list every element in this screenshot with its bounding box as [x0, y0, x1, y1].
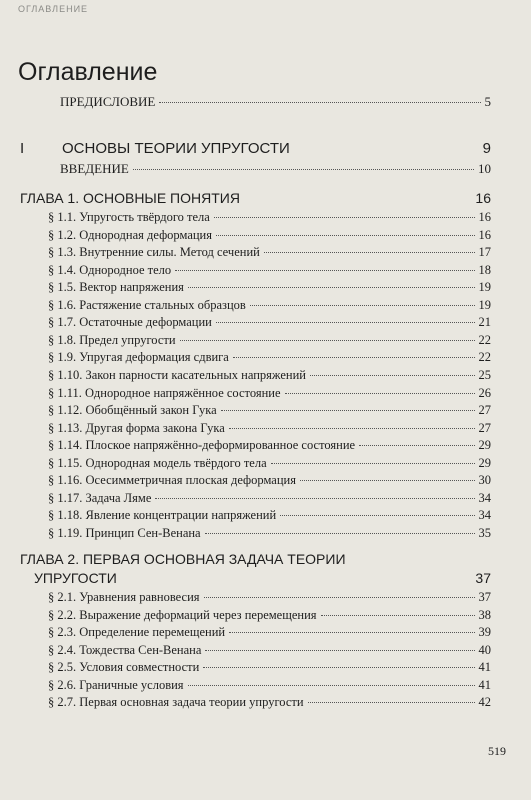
toc-section-entry: [48, 350, 491, 365]
toc-section-entry: [48, 608, 491, 623]
entry-label: ВВЕДЕНИЕ: [60, 161, 129, 176]
leader-dots: [188, 287, 475, 288]
section-page: 25: [478, 367, 491, 382]
section-label: § 1.16. Осесимметричная плоская деформация: [48, 473, 296, 488]
section-page: 18: [478, 262, 491, 277]
leader-dots: [203, 667, 474, 668]
part-number: I: [20, 140, 25, 157]
leader-dots: [205, 650, 474, 651]
chapter-2-heading-line1: ГЛАВА 2. ПЕРВАЯ ОСНОВНАЯ ЗАДАЧА ТЕОРИИ: [20, 551, 346, 567]
toc-section-entry: [48, 456, 491, 471]
section-label: § 2.4. Тождества Сен-Венана: [48, 642, 202, 657]
section-label: § 1.7. Остаточные деформации: [48, 315, 212, 330]
section-label: § 1.5. Вектор напряжения: [48, 280, 184, 295]
section-page: 30: [478, 473, 491, 488]
toc-section-entry: [48, 386, 491, 401]
section-page: 40: [478, 642, 491, 657]
toc-section-entry: [48, 590, 491, 605]
section-label: § 1.19. Принцип Сен-Венана: [48, 525, 201, 540]
toc-part: [20, 140, 491, 157]
section-page: 29: [478, 438, 491, 453]
toc-section-entry: [48, 438, 491, 453]
section-page: 27: [478, 403, 491, 418]
chapter-page: 37: [475, 570, 491, 586]
section-label: § 1.18. Явление концентрации напряжений: [48, 508, 277, 523]
section-label: § 1.12. Обобщённый закон Гука: [48, 403, 217, 418]
section-page: 22: [478, 332, 491, 347]
toc-section-entry: [48, 473, 491, 488]
toc-section-entry: [48, 695, 491, 710]
toc-entry-intro: [60, 161, 491, 177]
section-label: § 1.6. Растяжение стальных образцов: [48, 297, 246, 312]
section-page: 29: [478, 455, 491, 470]
leader-dots: [214, 217, 475, 218]
leader-dots: [264, 252, 475, 253]
toc-section-entry: [48, 421, 491, 436]
section-label: § 1.3. Внутренние силы. Метод сечений: [48, 245, 260, 260]
toc-section-entry: [48, 625, 491, 640]
section-page: 34: [478, 508, 491, 523]
section-page: 26: [478, 385, 491, 400]
toc-section-entry: [48, 298, 491, 313]
leader-dots: [271, 463, 475, 464]
chapter-page: 16: [475, 190, 491, 206]
leader-dots: [221, 410, 475, 411]
chapter-label-line2: УПРУГОСТИ: [34, 570, 117, 586]
leader-dots: [229, 428, 475, 429]
leader-dots: [250, 305, 475, 306]
toc-section-entry: [48, 660, 491, 675]
section-label: § 1.10. Закон парности касательных напряжений: [48, 367, 306, 382]
section-label: § 1.4. Однородное тело: [48, 262, 172, 277]
leader-dots: [308, 702, 475, 703]
section-page: 41: [478, 660, 491, 674]
section-label: § 2.1. Уравнения равновесия: [48, 590, 200, 604]
toc-section-entry: [48, 333, 491, 348]
entry-page: 5: [484, 94, 491, 109]
section-page: 16: [478, 227, 491, 242]
section-label: § 2.2. Выражение деформаций через перемещения: [48, 607, 317, 622]
section-label: § 1.14. Плоское напряжённо-деформированное состояние: [48, 438, 356, 453]
running-header: ОГЛАВЛЕНИЕ: [18, 4, 89, 14]
leader-dots: [216, 322, 475, 323]
toc-section-entry: [48, 678, 491, 693]
section-page: 35: [478, 525, 491, 540]
part-page: 9: [482, 140, 491, 157]
leader-dots: [310, 375, 475, 376]
section-page: 39: [478, 625, 491, 639]
section-page: 38: [478, 607, 491, 622]
section-page: 41: [478, 677, 491, 692]
entry-label: ПРЕДИСЛОВИЕ: [60, 94, 156, 109]
leader-dots: [229, 632, 474, 633]
section-page: 22: [478, 350, 491, 365]
section-page: 19: [478, 280, 491, 295]
toc-section-entry: [48, 245, 491, 260]
page-number: 519: [488, 744, 506, 758]
leader-dots: [155, 498, 474, 499]
section-label: § 2.7. Первая основная задача теории упругости: [48, 695, 304, 709]
toc-section-entry: [48, 315, 491, 330]
leader-dots: [175, 270, 474, 271]
toc-section-entry: [48, 263, 491, 278]
leader-dots: [133, 169, 474, 170]
section-label: § 2.5. Условия совместности: [48, 660, 200, 674]
chapter-label: ГЛАВА 1. ОСНОВНЫЕ ПОНЯТИЯ: [20, 190, 240, 206]
leader-dots: [204, 597, 475, 598]
section-page: 16: [478, 210, 491, 224]
entry-page: 10: [478, 161, 491, 176]
toc-section-entry: [48, 228, 491, 243]
leader-dots: [216, 235, 475, 236]
toc-section-entry: [48, 403, 491, 418]
section-page: 37: [478, 590, 491, 604]
toc-section-entry: [48, 368, 491, 383]
section-page: 17: [478, 245, 491, 260]
section-label: § 1.11. Однородное напряжённое состояние: [48, 385, 281, 400]
toc-section-entry: [48, 280, 491, 295]
section-page: 21: [478, 315, 491, 330]
section-label: § 1.9. Упругая деформация сдвига: [48, 350, 229, 365]
leader-dots: [233, 357, 475, 358]
leader-dots: [300, 480, 475, 481]
leader-dots: [321, 615, 475, 616]
toc-entry-preface: [60, 94, 491, 110]
toc-section-entry: [48, 508, 491, 523]
page-title: Оглавление: [18, 58, 158, 86]
section-label: § 1.8. Предел упругости: [48, 332, 176, 347]
section-label: § 1.15. Однородная модель твёрдого тела: [48, 455, 267, 470]
chapter-2-heading: [34, 570, 491, 586]
section-page: 42: [478, 695, 491, 709]
leader-dots: [205, 533, 475, 534]
section-label: § 2.3. Определение перемещений: [48, 625, 226, 639]
section-label: § 2.6. Граничные условия: [48, 677, 184, 692]
leader-dots: [359, 445, 474, 446]
toc-section-entry: [48, 491, 491, 506]
section-label: § 1.17. Задача Ляме: [48, 490, 152, 505]
part-label: ОСНОВЫ ТЕОРИИ УПРУГОСТИ: [62, 140, 290, 157]
leader-dots: [180, 340, 475, 341]
section-page: 27: [478, 420, 491, 435]
leader-dots: [280, 515, 474, 516]
toc-section-entry: [48, 526, 491, 541]
leader-dots: [188, 685, 475, 686]
toc-section-entry: [48, 210, 491, 225]
section-label: § 1.1. Упругость твёрдого тела: [48, 210, 210, 224]
section-label: § 1.13. Другая форма закона Гука: [48, 420, 225, 435]
section-page: 19: [478, 297, 491, 312]
chapter-1-heading: [20, 190, 491, 206]
toc-section-entry: [48, 643, 491, 658]
leader-dots: [159, 102, 480, 103]
section-label: § 1.2. Однородная деформация: [48, 227, 212, 242]
section-page: 34: [478, 490, 491, 505]
leader-dots: [285, 393, 475, 394]
